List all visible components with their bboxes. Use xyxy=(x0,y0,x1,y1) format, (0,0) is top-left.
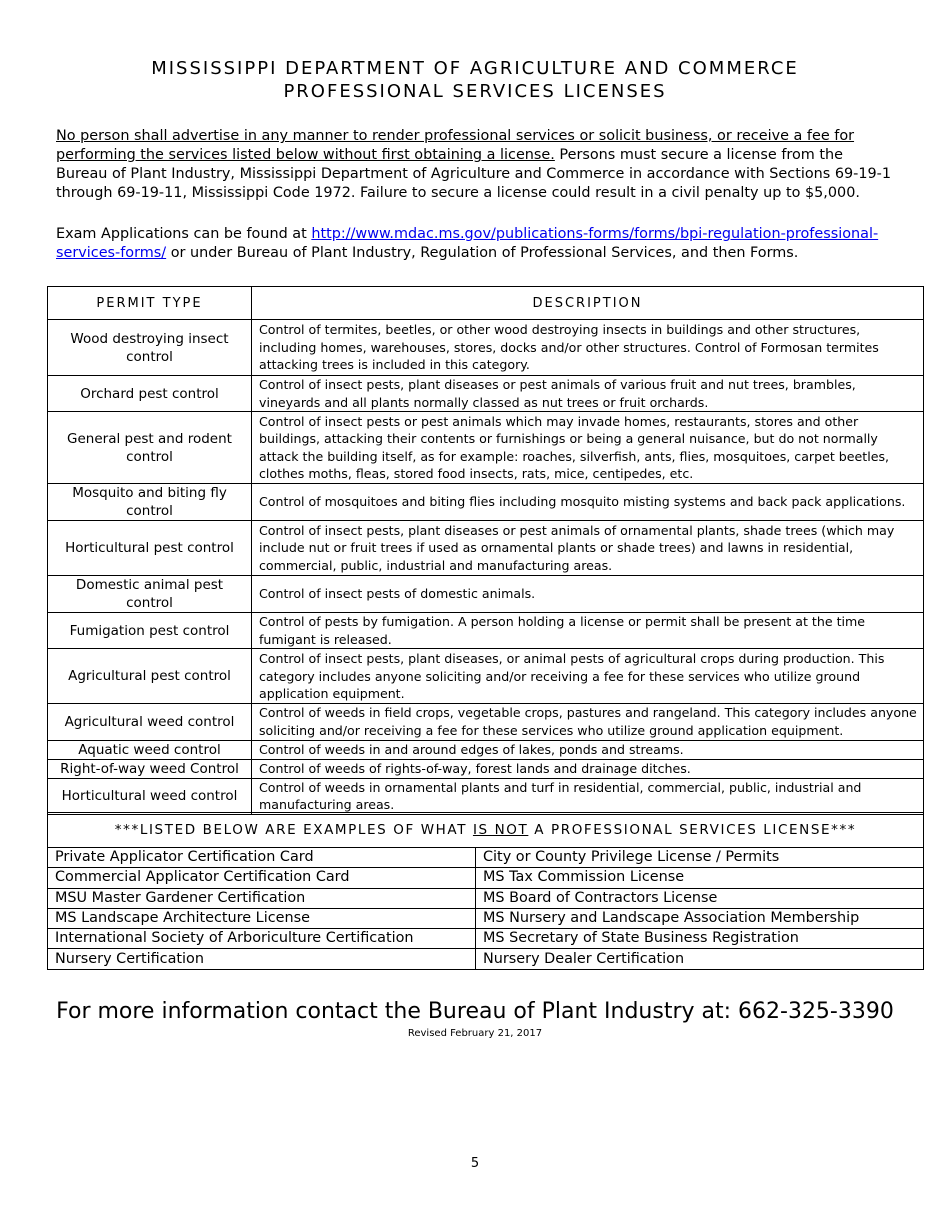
example-left-cell: Nursery Certification xyxy=(48,949,476,969)
permit-type-cell: Horticultural weed control xyxy=(48,778,252,814)
example-right-cell: MS Secretary of State Business Registration xyxy=(476,929,924,949)
permit-type-cell: Aquatic weed control xyxy=(48,740,252,759)
permit-row xyxy=(48,613,924,649)
permit-type-cell: Mosquito and biting fly control xyxy=(48,484,252,521)
permit-description-cell: Control of weeds in field crops, vegetable crops, pastures and rangeland. This category includes anyone soliciting and/or receiving a fee for these services who utilize ground application equipment. xyxy=(252,704,924,740)
example-right-cell: MS Tax Commission License xyxy=(476,868,924,888)
permit-description-cell: Control of weeds in ornamental plants and turf in residential, commercial, public, industrial and manufacturing areas. xyxy=(252,778,924,814)
exam-prefix: Exam Applications can be found at xyxy=(56,226,312,242)
permit-description-cell: Control of insect pests of domestic animals. xyxy=(252,576,924,613)
permit-table-header xyxy=(48,287,924,320)
examples-heading-suffix: A PROFESSIONAL SERVICES LICENSE*** xyxy=(528,822,857,838)
permit-description-cell: Control of insect pests, plant diseases, or animal pests of agricultural crops during production. This category includes anyone soliciting and/or receiving a fee for these services who utilize ground application equipment. xyxy=(252,649,924,704)
permit-row xyxy=(48,412,924,484)
permit-row xyxy=(48,704,924,740)
example-left-cell: International Society of Arboriculture Certification xyxy=(48,929,476,949)
examples-heading xyxy=(48,813,924,848)
permit-description-cell: Control of termites, beetles, or other wood destroying insects in buildings and other structures, including homes, warehouses, stores, docks and/or other structures. Control of Formosan termites attacking trees is included in this category. xyxy=(252,320,924,376)
examples-row xyxy=(48,908,924,928)
example-left-cell: Commercial Applicator Certification Card xyxy=(48,868,476,888)
examples-table-body xyxy=(48,848,924,970)
example-right-cell: City or County Privilege License / Permits xyxy=(476,848,924,868)
permit-row xyxy=(48,320,924,376)
permit-row xyxy=(48,376,924,412)
description-header: DESCRIPTION xyxy=(252,287,924,320)
examples-heading-row xyxy=(48,813,924,848)
permit-type-cell: Domestic animal pest control xyxy=(48,576,252,613)
example-left-cell: Private Applicator Certification Card xyxy=(48,848,476,868)
permit-row xyxy=(48,759,924,778)
examples-row xyxy=(48,888,924,908)
permit-table xyxy=(47,286,924,815)
examples-row xyxy=(48,848,924,868)
permit-table-body xyxy=(48,320,924,815)
intro-text: Persons must secure a license from the Bureau of Plant Industry, Mississippi Department of Agriculture and Commerce in accordance with Sections 69-19-1 through 69-19-11, Mississippi Code 1972. Failure to secure a license could result in a civil penalty up to $5,000. xyxy=(56,147,891,201)
examples-row xyxy=(48,868,924,888)
revised-date: Revised February 21, 2017 xyxy=(407,1028,543,1039)
exam-suffix: or under Bureau of Plant Industry, Regulation of Professional Services, and then Forms. xyxy=(166,245,799,261)
page-number: 5 xyxy=(470,1156,480,1171)
intro-paragraph xyxy=(56,127,896,203)
permit-type-cell: General pest and rodent control xyxy=(48,412,252,484)
example-left-cell: MS Landscape Architecture License xyxy=(48,908,476,928)
permit-description-cell: Control of pests by fumigation. A person holding a license or permit shall be present at the time fumigant is released. xyxy=(252,613,924,649)
permit-row xyxy=(48,649,924,704)
permit-description-cell: Control of weeds of rights-of-way, forest lands and drainage ditches. xyxy=(252,759,924,778)
permit-description-cell: Control of insect pests or pest animals which may invade homes, restaurants, stores and other buildings, attacking their contents or furnishings or being a general nuisance, but do not normally attack the building itself, as for example: roaches, silverfish, ants, flies, mosquitoes, carpet beetles, clothes moths, fleas, stored food insects, rats, mice, centipedes, etc. xyxy=(252,412,924,484)
permit-type-cell: Horticultural pest control xyxy=(48,521,252,576)
permit-row xyxy=(48,778,924,814)
example-right-cell: Nursery Dealer Certification xyxy=(476,949,924,969)
exam-forms-link[interactable]: http://www.mdac.ms.gov/publications-forms/forms/bpi-regulation-professional-services-forms/ xyxy=(56,226,879,261)
example-left-cell: MSU Master Gardener Certification xyxy=(48,888,476,908)
permit-description-cell: Control of insect pests, plant diseases or pest animals of ornamental plants, shade trees (which may include nut or fruit trees if used as ornamental plants or shade trees) and lawns in residential, commercial, public, industrial and manufacturing areas. xyxy=(252,521,924,576)
intro-underlined-text: No person shall advertise in any manner to render professional services or solicit business, or receive a fee for performing the services listed below without first obtaining a license. xyxy=(56,128,855,163)
permit-row xyxy=(48,484,924,521)
examples-heading-prefix: ***LISTED BELOW ARE EXAMPLES OF WHAT xyxy=(114,822,473,838)
permit-type-cell: Orchard pest control xyxy=(48,376,252,412)
permit-row xyxy=(48,576,924,613)
permit-type-cell: Right-of-way weed Control xyxy=(48,759,252,778)
example-right-cell: MS Board of Contractors License xyxy=(476,888,924,908)
permit-row xyxy=(48,740,924,759)
permit-type-header: PERMIT TYPE xyxy=(48,287,252,320)
permit-type-cell: Fumigation pest control xyxy=(48,613,252,649)
permit-type-cell: Agricultural pest control xyxy=(48,649,252,704)
examples-heading-emphasis: IS NOT xyxy=(472,822,529,838)
examples-table xyxy=(47,812,924,970)
permit-description-cell: Control of weeds in and around edges of lakes, ponds and streams. xyxy=(252,740,924,759)
permit-row xyxy=(48,521,924,576)
permit-type-cell: Wood destroying insect control xyxy=(48,320,252,376)
example-right-cell: MS Nursery and Landscape Association Membership xyxy=(476,908,924,928)
page-subtitle: PROFESSIONAL SERVICES LICENSES xyxy=(283,81,667,102)
permit-description-cell: Control of mosquitoes and biting flies including mosquito misting systems and back pack applications. xyxy=(252,484,924,521)
examples-row xyxy=(48,949,924,969)
exam-paragraph xyxy=(56,225,896,263)
contact-line: For more information contact the Bureau of Plant Industry at: 662-325-3390 xyxy=(56,999,894,1024)
page-title: MISSISSIPPI DEPARTMENT OF AGRICULTURE AND COMMERCE xyxy=(151,58,799,79)
examples-row xyxy=(48,929,924,949)
permit-description-cell: Control of insect pests, plant diseases or pest animals of various fruit and nut trees, brambles, vineyards and all plants normally classed as nut trees or fruit orchards. xyxy=(252,376,924,412)
permit-type-cell: Agricultural weed control xyxy=(48,704,252,740)
